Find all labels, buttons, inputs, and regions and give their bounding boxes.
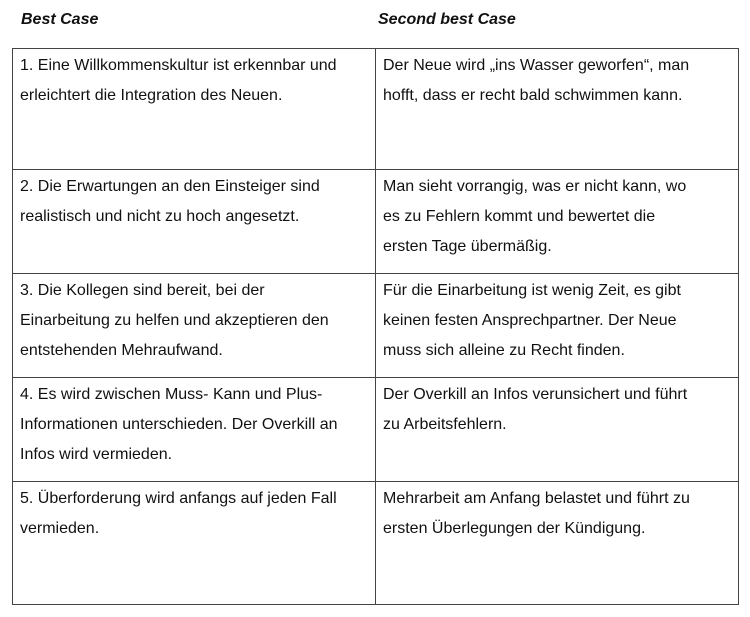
table-row bbox=[13, 274, 739, 378]
cell-second bbox=[376, 378, 739, 482]
table-row bbox=[13, 378, 739, 482]
cell-best bbox=[13, 482, 376, 605]
cell-text-line: entstehenden Mehraufwand. bbox=[20, 342, 223, 359]
cell-text-line: vermieden. bbox=[20, 520, 100, 537]
cell-second bbox=[376, 49, 739, 170]
cell-second bbox=[376, 274, 739, 378]
cell-text-line: Der Overkill an Infos verunsichert und führt bbox=[383, 386, 688, 403]
cell-text-line: ersten Tage übermäßig. bbox=[383, 238, 552, 255]
cell-best bbox=[13, 170, 376, 274]
cell-text-line: 1. Eine Willkommenskultur ist erkennbar und bbox=[20, 57, 337, 74]
cell-text-line: 3. Die Kollegen sind bereit, bei der bbox=[20, 282, 265, 299]
cell-text-line: Der Neue wird „ins Wasser geworfen“, man bbox=[383, 57, 690, 74]
cell-text-line: keinen festen Ansprechpartner. Der Neue bbox=[383, 312, 677, 329]
table-row bbox=[13, 482, 739, 605]
cell-text-line: es zu Fehlern kommt und bewertet die bbox=[383, 208, 656, 225]
cell-text-line: Mehrarbeit am Anfang belastet und führt zu bbox=[383, 490, 690, 507]
comparison-table bbox=[12, 48, 739, 605]
cell-best bbox=[13, 274, 376, 378]
header-best-case: Best Case bbox=[21, 11, 99, 28]
cell-text-line: 4. Es wird zwischen Muss- Kann und Plus- bbox=[20, 386, 323, 403]
cell-text-line: Informationen unterschieden. Der Overkill an bbox=[20, 416, 338, 433]
cell-text-line: ersten Überlegungen der Kündigung. bbox=[383, 520, 646, 537]
cell-text-line: Einarbeitung zu helfen und akzeptieren den bbox=[20, 312, 329, 329]
cell-second bbox=[376, 170, 739, 274]
cell-text-line: erleichtert die Integration des Neuen. bbox=[20, 87, 283, 104]
cell-text-line: zu Arbeitsfehlern. bbox=[383, 416, 507, 433]
cell-text-line: hofft, dass er recht bald schwimmen kann. bbox=[383, 87, 683, 104]
cell-text-line: Man sieht vorrangig, was er nicht kann, wo bbox=[383, 178, 687, 195]
cell-best bbox=[13, 49, 376, 170]
cell-best bbox=[13, 378, 376, 482]
header-second-best-case: Second best Case bbox=[378, 11, 516, 28]
table-row bbox=[13, 170, 739, 274]
cell-text-line: 5. Überforderung wird anfangs auf jeden Fall bbox=[20, 490, 337, 507]
cell-text-line: Für die Einarbeitung ist wenig Zeit, es gibt bbox=[383, 282, 681, 299]
table-row bbox=[13, 49, 739, 170]
cell-second bbox=[376, 482, 739, 605]
cell-text-line: muss sich alleine zu Recht finden. bbox=[383, 342, 625, 359]
cell-text-line: realistisch und nicht zu hoch angesetzt. bbox=[20, 208, 300, 225]
cell-text-line: Infos wird vermieden. bbox=[20, 446, 173, 463]
cell-text-line: 2. Die Erwartungen an den Einsteiger sind bbox=[20, 178, 320, 195]
